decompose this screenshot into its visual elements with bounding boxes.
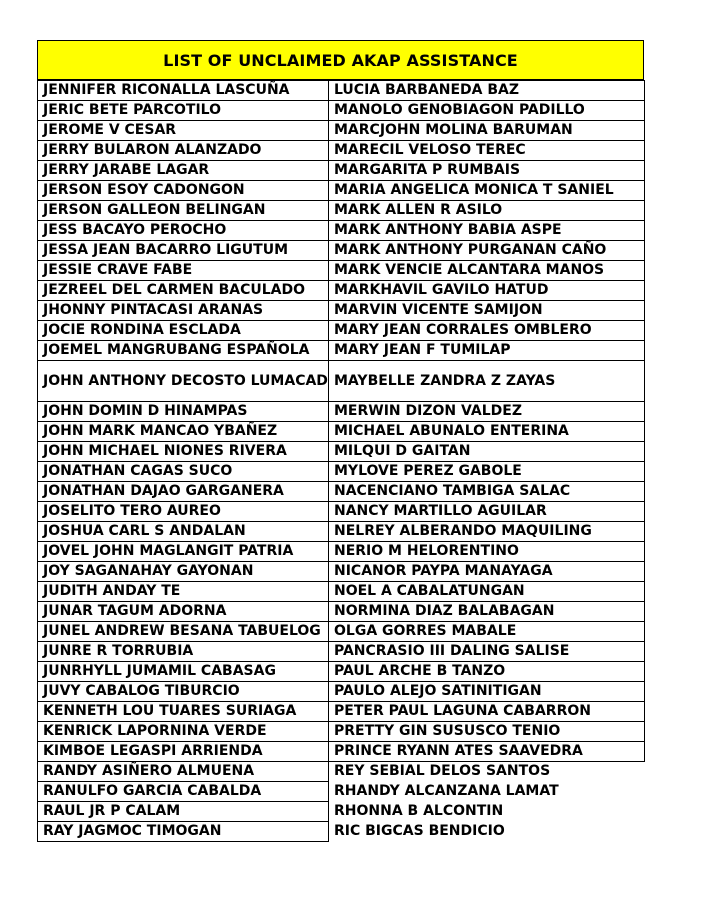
- name-cell-left: JOSELITO TERO AUREO: [38, 502, 329, 522]
- name-cell-left: JUNAR TAGUM ADORNA: [38, 602, 329, 622]
- table-row: [38, 802, 645, 822]
- table-row: [38, 502, 645, 522]
- table-row: [38, 281, 645, 301]
- name-cell-right: MARK ANTHONY PURGANAN CAÑO: [329, 241, 645, 261]
- table-row: [38, 341, 645, 361]
- name-cell-left: JOEMEL MANGRUBANG ESPAÑOLA: [38, 341, 329, 361]
- table-row: [38, 542, 645, 562]
- name-cell-left: JERSON ESOY CADONGON: [38, 181, 329, 201]
- table-row: [38, 201, 645, 221]
- name-cell-left: JOY SAGANAHAY GAYONAN: [38, 562, 329, 582]
- table-row: [38, 442, 645, 462]
- name-cell-left: RAUL JR P CALAM: [38, 802, 329, 822]
- name-cell-right: MARY JEAN F TUMILAP: [329, 341, 645, 361]
- table-row: [38, 762, 645, 782]
- name-cell-right: MERWIN DIZON VALDEZ: [329, 402, 645, 422]
- name-cell-right: MARCJOHN MOLINA BARUMAN: [329, 121, 645, 141]
- name-cell-right: NICANOR PAYPA MANAYAGA: [329, 562, 645, 582]
- table-row: [38, 121, 645, 141]
- table-row: [38, 261, 645, 281]
- name-cell-left: JESS BACAYO PEROCHO: [38, 221, 329, 241]
- table-row: [38, 462, 645, 482]
- table-row: [38, 722, 645, 742]
- table-row: [38, 702, 645, 722]
- name-cell-right: PETER PAUL LAGUNA CABARRON: [329, 702, 645, 722]
- name-cell-right: NACENCIANO TAMBIGA SALAC: [329, 482, 645, 502]
- name-cell-right: OLGA GORRES MABALE: [329, 622, 645, 642]
- name-cell-right: NANCY MARTILLO AGUILAR: [329, 502, 645, 522]
- name-cell-left: RAY JAGMOC TIMOGAN: [38, 822, 329, 842]
- name-cell-right: MARK ALLEN R ASILO: [329, 201, 645, 221]
- names-table: [37, 80, 645, 842]
- table-row: [38, 582, 645, 602]
- name-cell-right: RHANDY ALCANZANA LAMAT: [334, 783, 559, 799]
- table-row: [38, 181, 645, 201]
- table-row: [38, 742, 645, 762]
- table-row: [38, 562, 645, 582]
- table-row: [38, 522, 645, 542]
- table-row: [38, 402, 645, 422]
- table-row: [38, 101, 645, 121]
- name-cell-right: MICHAEL ABUNALO ENTERINA: [329, 422, 645, 442]
- name-cell-left: JERRY BULARON ALANZADO: [38, 141, 329, 161]
- unclaimed-list-sheet: [37, 40, 644, 842]
- table-row: [38, 822, 645, 842]
- name-cell-right: LUCIA BARBANEDA BAZ: [329, 81, 645, 101]
- name-cell-right: PANCRASIO III DALING SALISE: [329, 642, 645, 662]
- table-row: [38, 361, 645, 402]
- table-row: [38, 301, 645, 321]
- name-cell-right: PAUL ARCHE B TANZO: [329, 662, 645, 682]
- name-cell-right: NERIO M HELORENTINO: [329, 542, 645, 562]
- table-row: [38, 602, 645, 622]
- name-cell-left: JOHN ANTHONY DECOSTO LUMACAD: [38, 361, 329, 402]
- name-cell-right: PAULO ALEJO SATINITIGAN: [329, 682, 645, 702]
- name-cell-left: JEZREEL DEL CARMEN BACULADO: [38, 281, 329, 301]
- name-cell-right: PRINCE RYANN ATES SAAVEDRA: [329, 742, 645, 762]
- name-cell-left: JUNRHYLL JUMAMIL CABASAG: [38, 662, 329, 682]
- name-cell-left: JUVY CABALOG TIBURCIO: [38, 682, 329, 702]
- name-cell-left: RANDY ASIÑERO ALMUENA: [38, 762, 329, 782]
- name-cell-right: MYLOVE PEREZ GABOLE: [329, 462, 645, 482]
- table-row: [38, 81, 645, 101]
- name-cell-left: JONATHAN DAJAO GARGANERA: [38, 482, 329, 502]
- table-row: [38, 241, 645, 261]
- name-cell-left: JENNIFER RICONALLA LASCUÑA: [38, 81, 329, 101]
- name-cell-right: MARIA ANGELICA MONICA T SANIEL: [329, 181, 645, 201]
- name-cell-right: NORMINA DIAZ BALABAGAN: [329, 602, 645, 622]
- list-title: LIST OF UNCLAIMED AKAP ASSISTANCE: [37, 40, 644, 80]
- name-cell-left: JUNRE R TORRUBIA: [38, 642, 329, 662]
- name-cell-right: PRETTY GIN SUSUSCO TENIO: [329, 722, 645, 742]
- name-cell-left: JEROME V CESAR: [38, 121, 329, 141]
- name-cell-right: MARVIN VICENTE SAMIJON: [329, 301, 645, 321]
- table-row: [38, 161, 645, 181]
- name-cell-left: JERIC BETE PARCOTILO: [38, 101, 329, 121]
- name-cell-right: MARY JEAN CORRALES OMBLERO: [329, 321, 645, 341]
- name-cell-left: JESSA JEAN BACARRO LIGUTUM: [38, 241, 329, 261]
- name-cell-right: MARK ANTHONY BABIA ASPE: [329, 221, 645, 241]
- name-cell-left: JOHN MARK MANCAO YBAÑEZ: [38, 422, 329, 442]
- name-cell-right: REY SEBIAL DELOS SANTOS: [334, 763, 551, 780]
- name-cell-left: KENRICK LAPORNINA VERDE: [38, 722, 329, 742]
- name-cell-left: RANULFO GARCIA CABALDA: [38, 782, 329, 802]
- name-cell-right: MAYBELLE ZANDRA Z ZAYAS: [329, 361, 645, 402]
- table-row: [38, 642, 645, 662]
- name-cell-right: RIC BIGCAS BENDICIO: [334, 823, 505, 839]
- name-cell-right: NELREY ALBERANDO MAQUILING: [329, 522, 645, 542]
- name-cell-left: JUNEL ANDREW BESANA TABUELOG: [38, 622, 329, 642]
- name-cell-right: MILQUI D GAITAN: [329, 442, 645, 462]
- table-row: [38, 662, 645, 682]
- name-cell-left: JERRY JARABE LAGAR: [38, 161, 329, 181]
- table-row: [38, 321, 645, 341]
- name-cell-left: JOHN DOMIN D HINAMPAS: [38, 402, 329, 422]
- name-cell-right: NOEL A CABALATUNGAN: [329, 582, 645, 602]
- name-cell-left: JOCIE RONDINA ESCLADA: [38, 321, 329, 341]
- name-cell-left: JHONNY PINTACASI ARANAS: [38, 301, 329, 321]
- name-cell-left: JESSIE CRAVE FABE: [38, 261, 329, 281]
- name-cell-left: JOSHUA CARL S ANDALAN: [38, 522, 329, 542]
- name-cell-right: MANOLO GENOBIAGON PADILLO: [329, 101, 645, 121]
- table-row: [38, 482, 645, 502]
- name-cell-right: MARGARITA P RUMBAIS: [329, 161, 645, 181]
- name-cell-left: JERSON GALLEON BELINGAN: [38, 201, 329, 221]
- name-cell-left: KENNETH LOU TUARES SURIAGA: [38, 702, 329, 722]
- table-row: [38, 221, 645, 241]
- name-cell-left: KIMBOE LEGASPI ARRIENDA: [38, 742, 329, 762]
- name-cell-left: JOHN MICHAEL NIONES RIVERA: [38, 442, 329, 462]
- name-cell-left: JUDITH ANDAY TE: [38, 582, 329, 602]
- name-cell-right: MARKHAVIL GAVILO HATUD: [329, 281, 645, 301]
- table-row: [38, 622, 645, 642]
- name-cell-left: JOVEL JOHN MAGLANGIT PATRIA: [38, 542, 329, 562]
- table-row: [38, 782, 645, 802]
- table-row: [38, 422, 645, 442]
- table-row: [38, 141, 645, 161]
- name-cell-right: MARK VENCIE ALCANTARA MANOS: [329, 261, 645, 281]
- names-table-body: [38, 81, 645, 842]
- name-cell-right: RHONNA B ALCONTIN: [334, 803, 504, 819]
- name-cell-right: MARECIL VELOSO TEREC: [329, 141, 645, 161]
- table-row: [38, 682, 645, 702]
- name-cell-left: JONATHAN CAGAS SUCO: [38, 462, 329, 482]
